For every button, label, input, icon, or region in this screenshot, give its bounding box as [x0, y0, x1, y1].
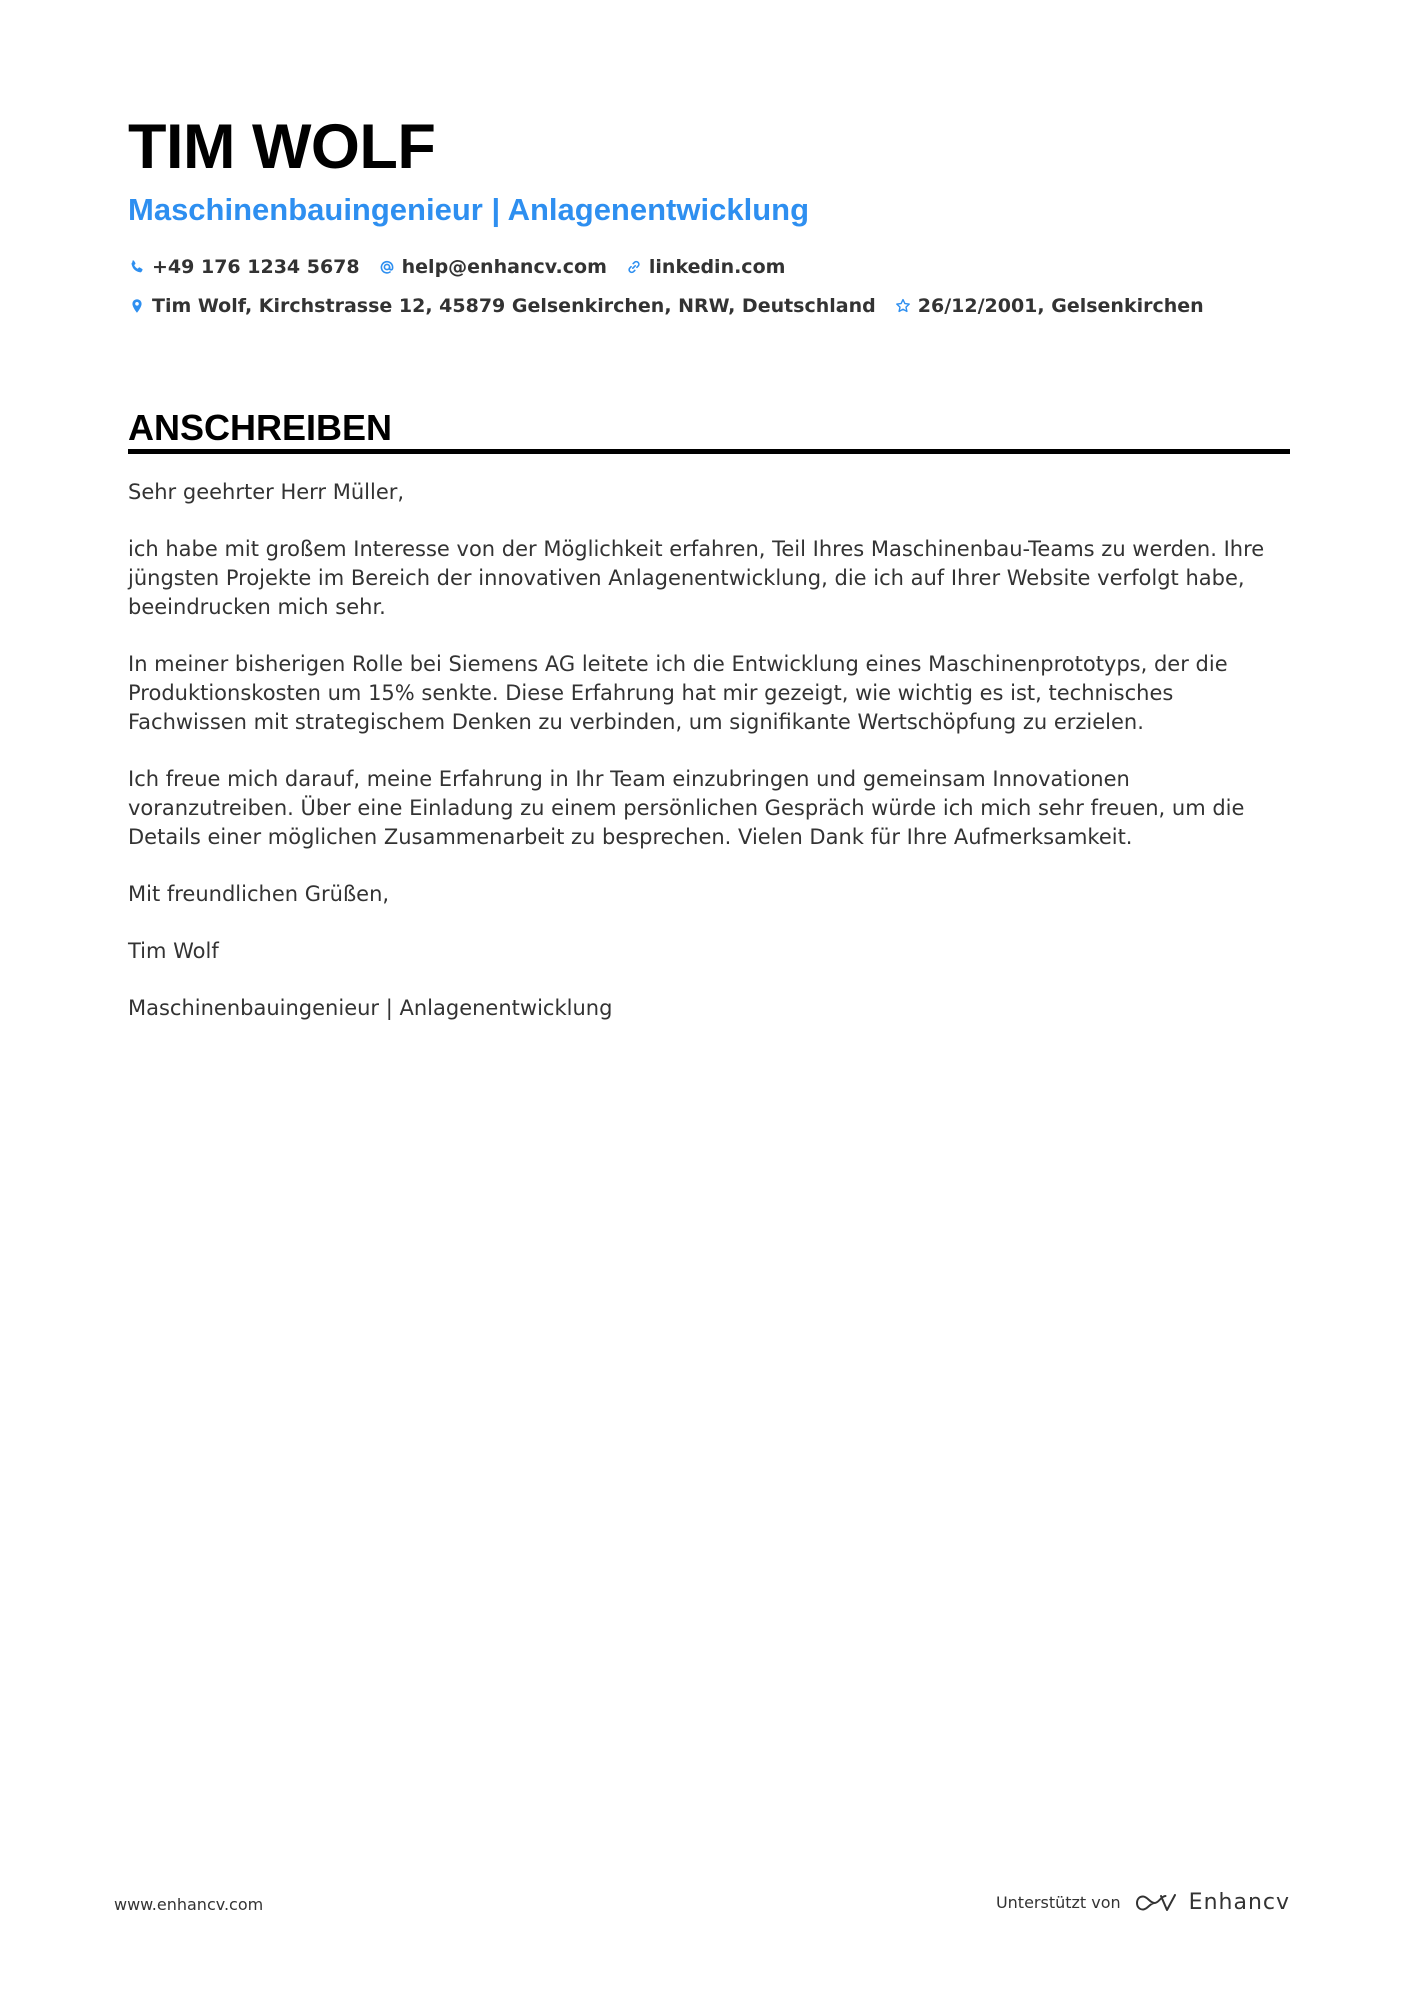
email-text: help@enhancv.com: [401, 256, 607, 278]
letter-salutation: Sehr geehrter Herr Müller,: [128, 480, 405, 504]
section-title: ANSCHREIBEN: [128, 407, 393, 448]
brand-name: Enhancv: [1188, 1890, 1290, 1915]
letter-closing: Mit freundlichen Grüßen,: [128, 882, 390, 906]
letter-signature-title: Maschinenbauingenieur | Anlagenentwicklung: [128, 996, 613, 1020]
powered-by-label: Unterstützt von: [995, 1893, 1121, 1912]
contact-phone: [128, 254, 360, 280]
letter-signature: Tim Wolf: [128, 939, 219, 963]
footer-branding: [996, 1890, 1290, 1915]
linkedin-text: linkedin.com: [648, 256, 786, 278]
location-pin-icon: [128, 297, 146, 315]
section-divider: [128, 449, 1290, 454]
letter-paragraph: In meiner bisherigen Rolle bei Siemens AG leitete ich die Entwicklung eines Maschinenprototyps, der die Produktionskosten um 15% senkte. Diese Erfahrung hat mir gezeigt, wie wichtig es ist, technisches Fachwissen mit strategischem Denken zu verbinden, um signifikante Wertschöpfung zu erzielen.: [128, 652, 1228, 734]
contact-email[interactable]: [378, 254, 607, 280]
at-icon: [378, 258, 396, 276]
contact-row-secondary: [128, 293, 1222, 319]
phone-text: +49 176 1234 5678: [152, 256, 360, 278]
applicant-name: TIM WOLF: [128, 112, 436, 182]
footer-website[interactable]: www.enhancv.com: [114, 1895, 264, 1914]
phone-icon: [128, 258, 146, 276]
letter-paragraph: ich habe mit großem Interesse von der Möglichkeit erfahren, Teil Ihres Maschinenbau-Teams zu werden. Ihre jüngsten Projekte im Bereich der innovativen Anlagenentwicklung, die ich auf Ihrer Website verfolgt habe, beeindrucken mich sehr.: [128, 537, 1265, 619]
applicant-title: Maschinenbauingenieur | Anlagenentwicklung: [128, 192, 810, 227]
letter-body: [128, 478, 1290, 1051]
contact-birth: [894, 293, 1204, 319]
contact-row-primary: [128, 254, 803, 280]
letter-paragraph: Ich freue mich darauf, meine Erfahrung in Ihr Team einzubringen und gemeinsam Innovationen voranzutreiben. Über eine Einladung zu einem persönlichen Gespräch würde ich mich sehr freuen, um die Details einer möglichen Zusammenarbeit zu besprechen. Vielen Dank für Ihre Aufmerksamkeit.: [128, 767, 1245, 849]
link-icon: [625, 258, 643, 276]
birth-text: 26/12/2001, Gelsenkirchen: [917, 295, 1204, 317]
contact-linkedin[interactable]: [625, 254, 786, 280]
address-text: Tim Wolf, Kirchstrasse 12, 45879 Gelsenkirchen, NRW, Deutschland: [152, 295, 876, 317]
enhancv-logo-icon: [1133, 1891, 1179, 1915]
star-icon: [894, 297, 912, 315]
contact-address: [128, 293, 876, 319]
